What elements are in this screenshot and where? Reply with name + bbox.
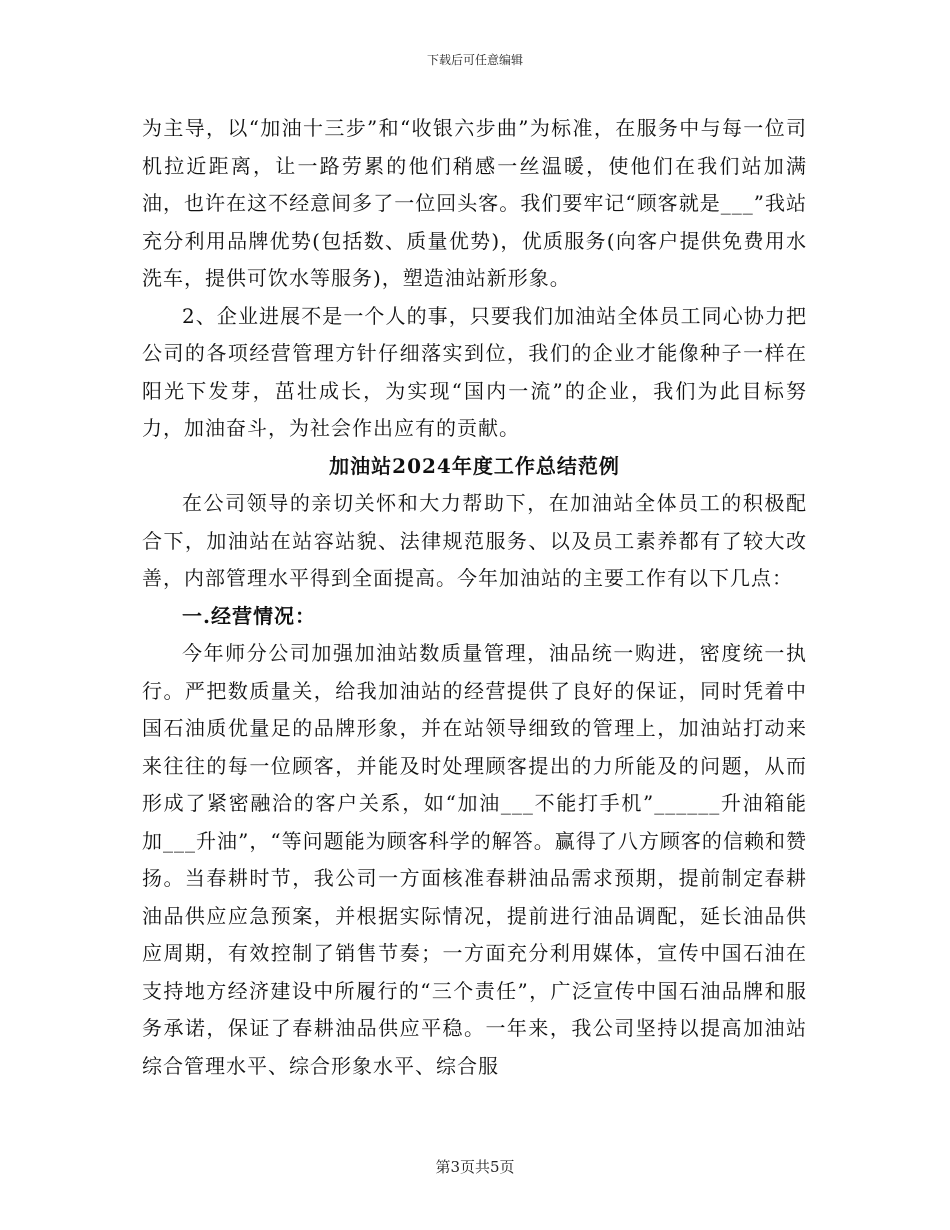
paragraph-intro: 在公司领导的亲切关怀和大力帮助下，在加油站全体员工的积极配合下，加油站在站容站貌、法律规范服务、以及员工素养都有了较大改善，内部管理水平得到全面提高。今年加油站的主要工作有以下几点： <box>142 491 807 590</box>
document-body <box>142 110 807 1085</box>
paragraph-continued: 为主导，以“加油十三步”和“收银六步曲”为标准，在服务中与每一位司机拉近距离，让一路劳累的他们稍感一丝温暖，使他们在我们站加满油，也许在这不经意间多了一位回头客。我们要牢记“顾客就是___”我站充分利用品牌优势(包括数、质量优势)，优质服务(向客户提供免费用水洗车，提供可饮水等服务)，塑造油站新形象。 <box>142 116 807 290</box>
paragraph-2: 2、企业进展不是一个人的事，只要我们加油站全体员工同心协力把公司的各项经营管理方针仔细落实到位，我们的企业才能像种子一样在阳光下发芽，茁壮成长，为实现“国内一流”的企业，我们为此目标努力，加油奋斗，为社会作出应有的贡献。 <box>142 303 807 440</box>
page-number-footer: 第3页共5页 <box>435 1158 515 1176</box>
subheading-operations: 一.经营情况： <box>182 603 316 628</box>
page-header-note: 下载后可任意编辑 <box>426 53 523 67</box>
section-title: 加油站2024年度工作总结范例 <box>329 453 620 478</box>
paragraph-operations: 今年师分公司加强加油站数质量管理，油品统一购进，密度统一执行。严把数质量关，给我加油站的经营提供了良好的保证，同时凭着中国石油质优量足的品牌形象，并在站领导细致的管理上，加油站打动来来往往的每一位顾客，并能及时处理顾客提出的力所能及的问题，从而形成了紧密融洽的客户关系，如“加油___不能打手机”______升油箱能加___升油”，“等问题能为顾客科学的解答。赢得了八方顾客的信赖和赞扬。当春耕时节，我公司一方面核准春耕油品需求预期，提前制定春耕油品供应应急预案，并根据实际情况，提前进行油品调配，延长油品供应周期，有效控制了销售节奏；一方面充分利用媒体，宣传中国石油在支持地方经济建设中所履行的“三个责任”，广泛宣传中国石油品牌和服务承诺，保证了春耕油品供应平稳。一年来，我公司坚持以提高加油站综合管理水平、综合形象水平、综合服 <box>142 641 807 1078</box>
